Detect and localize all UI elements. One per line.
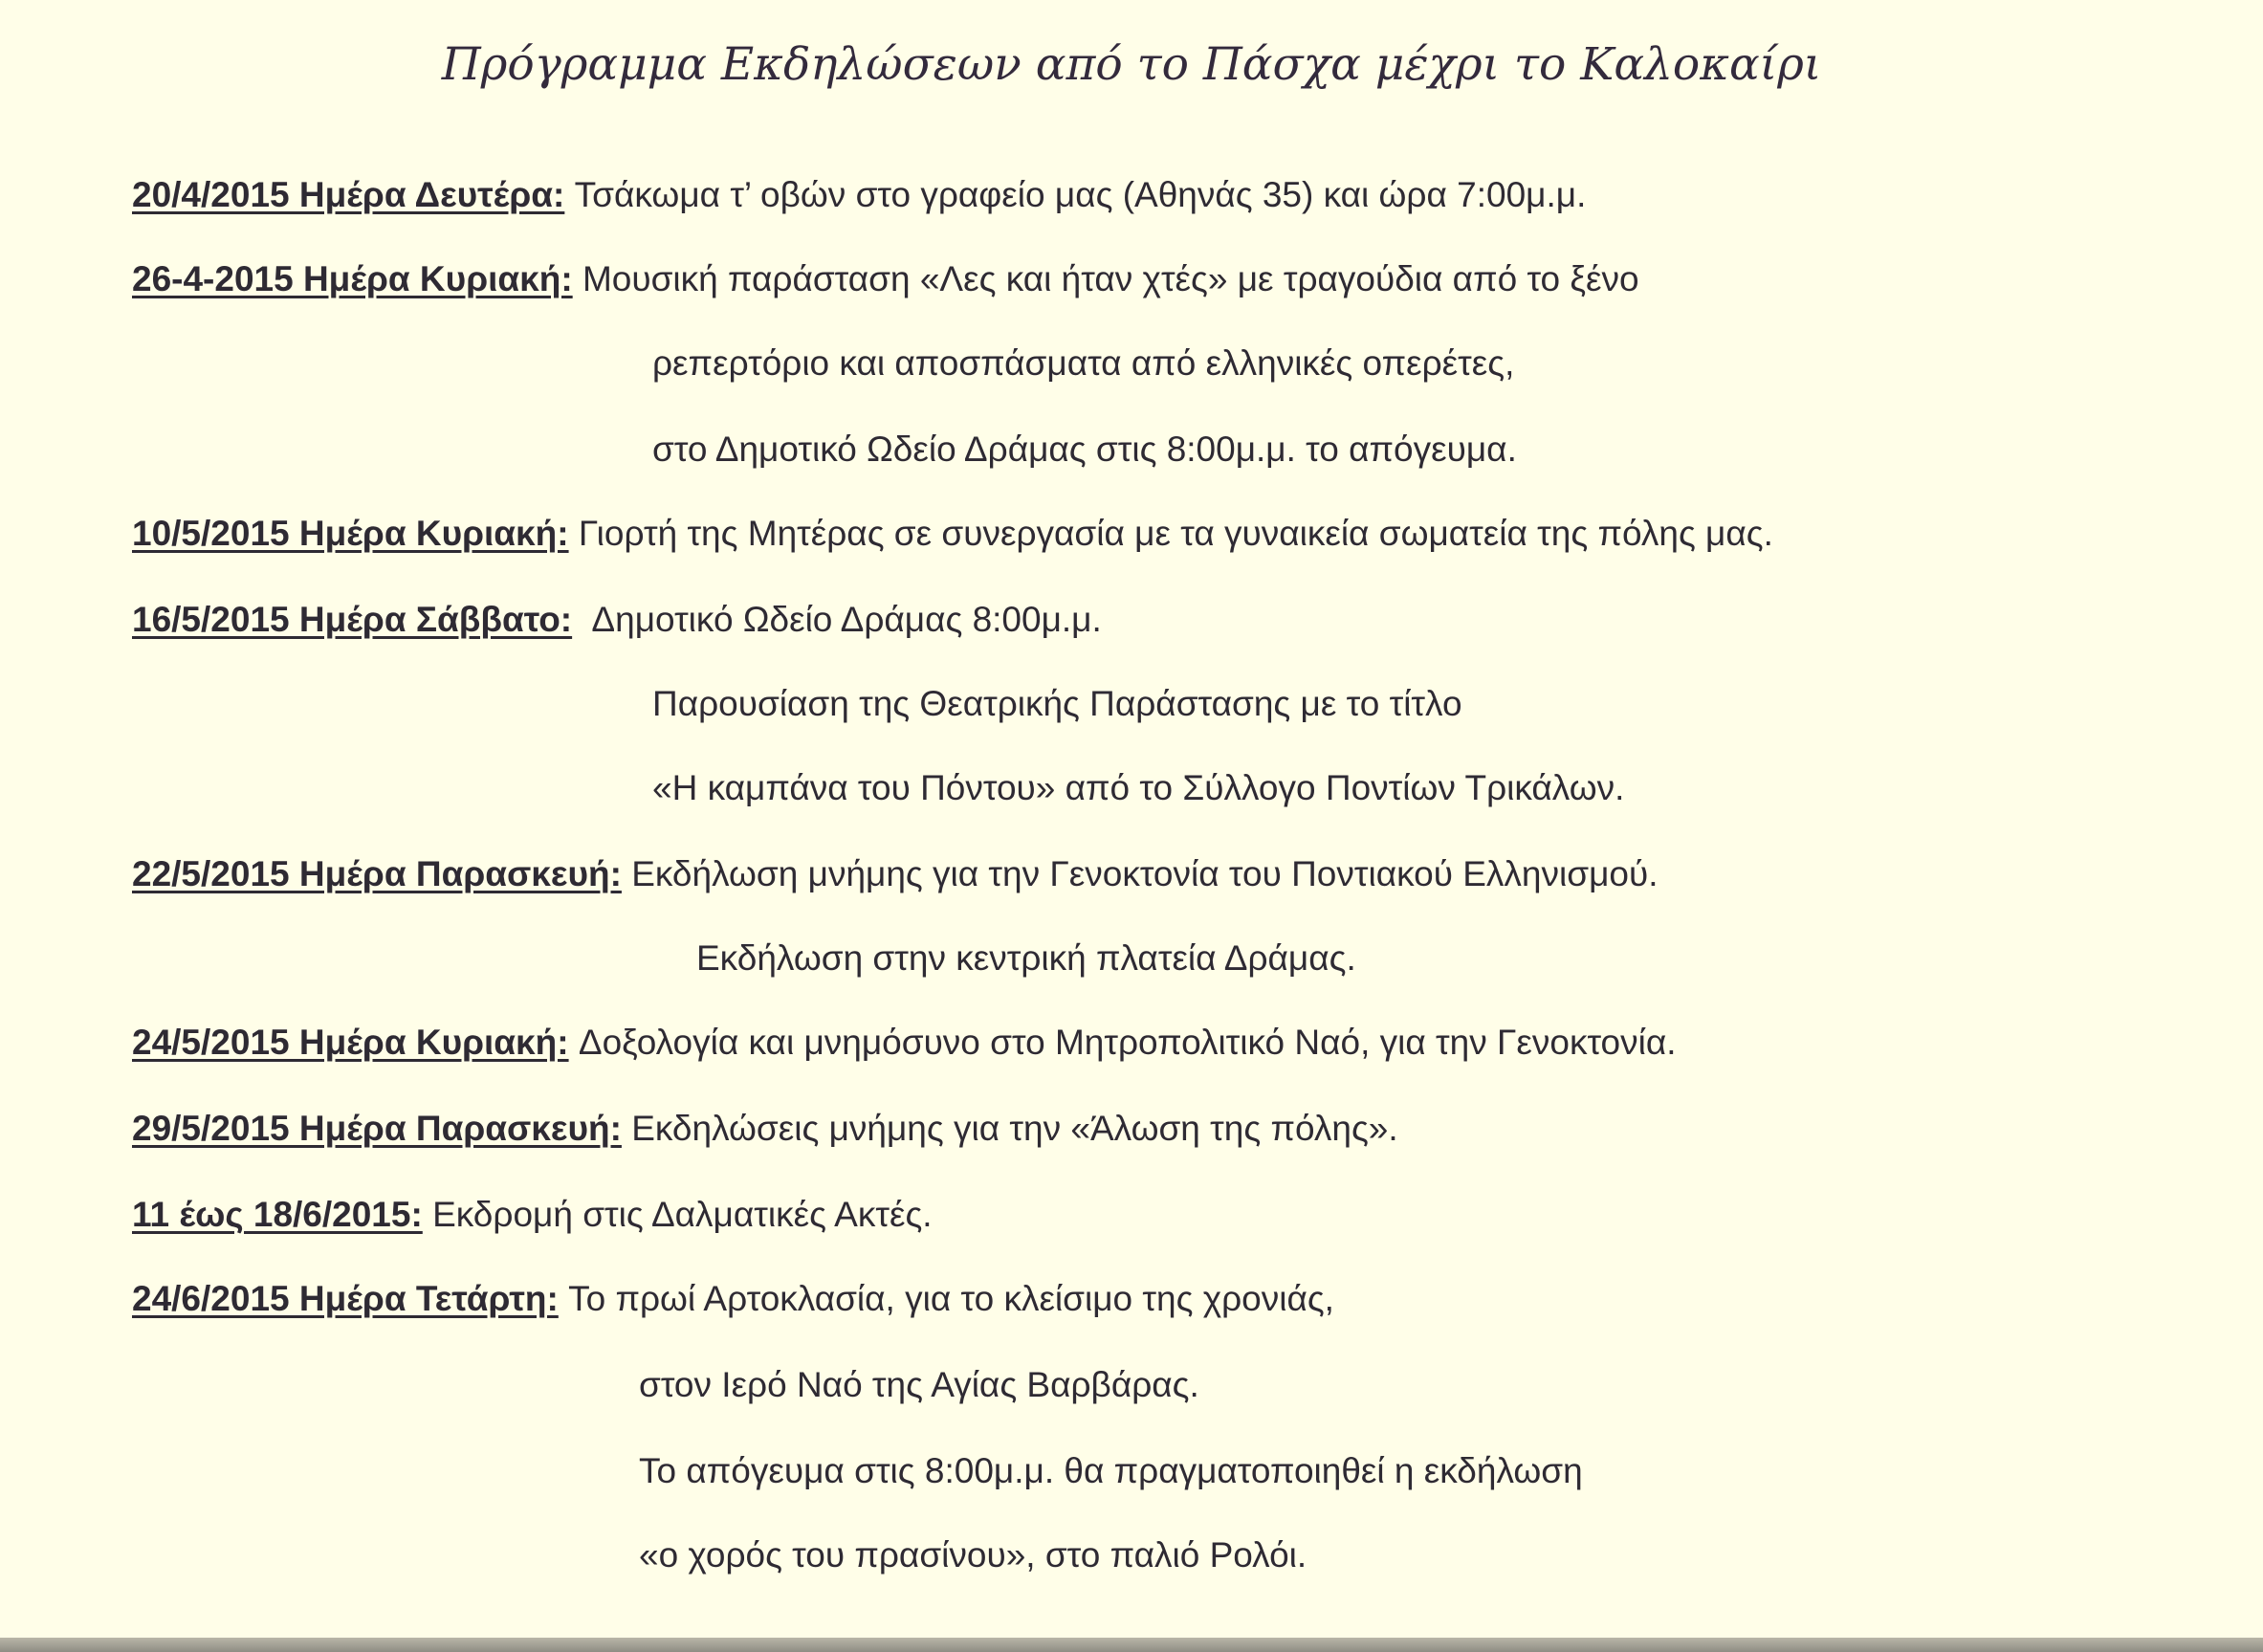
event-text: Το πρωί Αρτοκλασία, για το κλείσιμο της χρονιάς, xyxy=(568,1279,1334,1318)
event-text: Εκδηλώσεις μνήμης για την «Άλωση της πόλης». xyxy=(631,1109,1398,1148)
event-date: 16/5/2015 Ημέρα Σάββατο: xyxy=(132,600,573,639)
event-continuation: στο Δημοτικό Ωδείο Δράμας στις 8:00μ.μ. το απόγευμα. xyxy=(652,430,1517,469)
event-text: Γιορτή της Μητέρας σε συνεργασία με τα γυναικεία σωματεία της πόλης μας. xyxy=(578,514,1773,553)
event-text: Δοξολογία και μνημόσυνο στο Μητροπολιτικό Ναό, για την Γενοκτονία. xyxy=(578,1023,1677,1062)
event-date: 24/5/2015 Ημέρα Κυριακή: xyxy=(132,1023,569,1062)
event-text: Δημοτικό Ωδείο Δράμας 8:00μ.μ. xyxy=(591,600,1102,639)
event-continuation: «ο χορός του πρασίνου», στο παλιό Ρολόι. xyxy=(639,1535,1307,1575)
event-text: Τσάκωμα τ’ οβών στο γραφείο μας (Αθηνάς 35) και ώρα 7:00μ.μ. xyxy=(574,175,1587,214)
event-date: 10/5/2015 Ημέρα Κυριακή: xyxy=(132,514,569,553)
event-continuation: στον Ιερό Ναό της Αγίας Βαρβάρας. xyxy=(639,1365,1199,1404)
event-line xyxy=(132,1108,1398,1150)
event-line xyxy=(132,1278,1334,1320)
event-line xyxy=(132,1022,1677,1064)
event-line xyxy=(132,1194,933,1236)
event-date: 11 έως 18/6/2015: xyxy=(132,1195,423,1234)
event-continuation: Παρουσίαση της Θεατρικής Παράστασης με το τίτλο xyxy=(652,684,1462,723)
event-date: 29/5/2015 Ημέρα Παρασκευή: xyxy=(132,1109,622,1148)
event-date: 24/6/2015 Ημέρα Τετάρτη: xyxy=(132,1279,559,1318)
event-text: Μουσική παράσταση «Λες και ήταν χτές» με τραγούδια από το ξένο xyxy=(582,259,1639,298)
event-continuation: Εκδήλωση στην κεντρική πλατεία Δράμας. xyxy=(696,938,1356,978)
event-line xyxy=(132,513,1773,555)
scanner-edge xyxy=(0,1638,2263,1652)
event-line xyxy=(132,174,1586,216)
event-text: Εκδήλωση μνήμης για την Γενοκτονία του Ποντιακού Ελληνισμού. xyxy=(631,854,1659,893)
event-line xyxy=(132,258,1639,300)
event-date: 26-4-2015 Ημέρα Κυριακή: xyxy=(132,259,573,298)
event-continuation: Το απόγευμα στις 8:00μ.μ. θα πραγματοποιηθεί η εκδήλωση xyxy=(639,1451,1583,1490)
page-title: Πρόγραμμα Εκδηλώσεων από το Πάσχα μέχρι το Καλοκαίρι xyxy=(441,38,1822,91)
event-continuation: ρεπερτόριο και αποσπάσματα από ελληνικές οπερέτες, xyxy=(652,343,1515,383)
event-continuation: «Η καμπάνα του Πόντου» από το Σύλλογο Ποντίων Τρικάλων. xyxy=(652,768,1625,807)
event-line xyxy=(132,599,1102,641)
event-line xyxy=(132,853,1658,895)
event-date: 20/4/2015 Ημέρα Δευτέρα: xyxy=(132,175,565,214)
event-date: 22/5/2015 Ημέρα Παρασκευή: xyxy=(132,854,622,893)
event-text: Εκδρομή στις Δαλματικές Ακτές. xyxy=(432,1195,933,1234)
